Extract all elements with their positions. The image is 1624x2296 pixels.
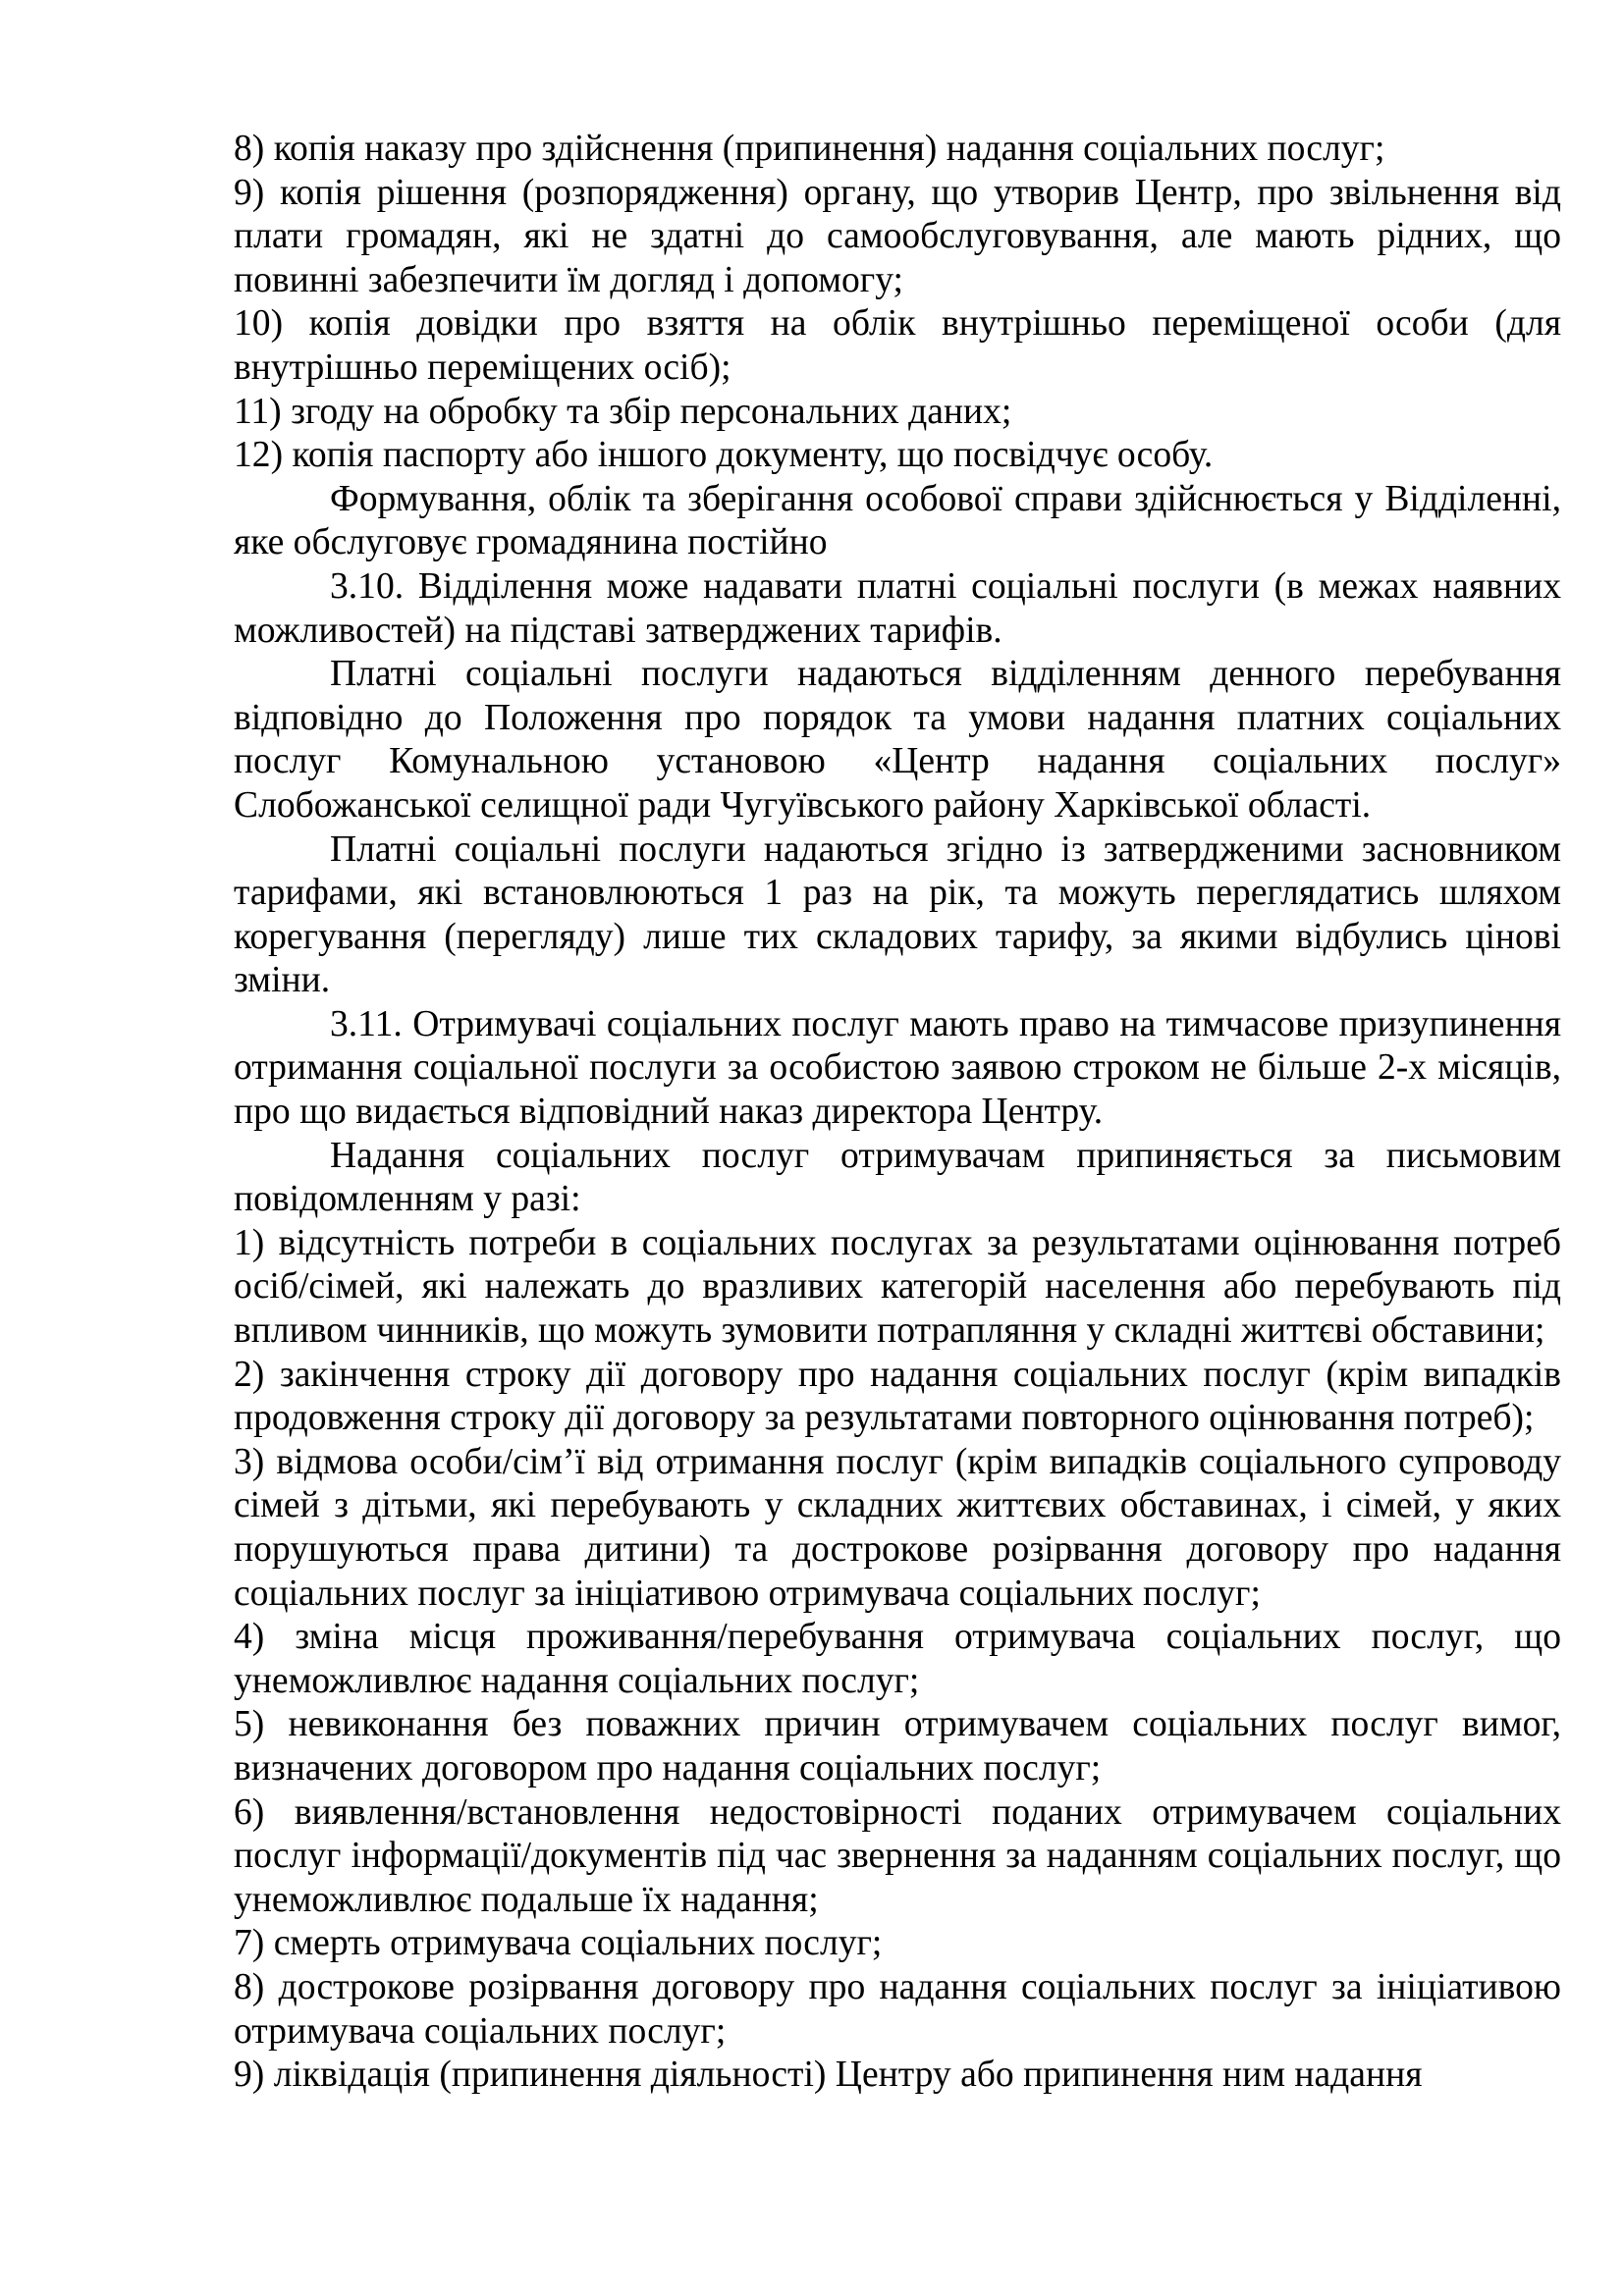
- paragraph-termination-item-5: 5) невиконання без поважних причин отримувачем соціальних послуг вимог, визначених договором про надання соціальних послуг;: [234, 1704, 1561, 1789]
- paragraph-termination-item-2: 2) закінчення строку дії договору про надання соціальних послуг (крім випадків продовження строку дії договору за результатами повторного оцінювання потреб);: [234, 1354, 1561, 1439]
- paragraph-paid-services-tariffs: Платні соціальні послуги надаються згідно із затвердженими засновником тарифами, які встановлюються 1 раз на рік, та можуть переглядатись шляхом корегування (перегляду) лише тих складових тарифу, за якими відбулись цінові зміни.: [234, 828, 1561, 1001]
- paragraph-termination-item-9: 9) ліквідація (припинення діяльності) Центру або припинення ним надання: [234, 2055, 1423, 2096]
- paragraph-section-3-10: 3.10. Відділення може надавати платні соціальні послуги (в межах наявних можливостей) на підставі затверджених тарифів.: [234, 565, 1561, 651]
- paragraph-personal-file: Формування, облік та зберігання особової справи здійснюється у Відділенні, яке обслуговує громадянина постійно: [234, 478, 1561, 563]
- paragraph-termination-item-6: 6) виявлення/встановлення недостовірності поданих отримувачем соціальних послуг інформації/документів під час звернення за наданням соціальних послуг, що унеможливлює подальше їх надання;: [234, 1791, 1561, 1920]
- paragraph-paid-services-provision: Платні соціальні послуги надаються відділенням денного перебування відповідно до Положення про порядок та умови надання платних соціальних послуг Комунальною установою «Центр надання соціальних послуг» Слобожанської селищної ради Чугуївського району Харківської області.: [234, 654, 1561, 826]
- paragraph-termination-item-4: 4) зміна місця проживання/перебування отримувача соціальних послуг, що унеможливлює надання соціальних послуг;: [234, 1617, 1561, 1701]
- paragraph-item-11-personal-data-consent: 11) згоду на обробку та збір персональних даних;: [234, 391, 1012, 432]
- paragraph-item-10-idp-certificate: 10) копія довідки про взяття на облік внутрішньо переміщеної особи (для внутрішньо переміщених осіб);: [234, 303, 1561, 388]
- paragraph-item-12-passport-copy: 12) копія паспорту або іншого документу, що посвідчує особу.: [234, 435, 1214, 476]
- paragraph-item-8-order-copy: 8) копія наказу про здійснення (припинення) надання соціальних послуг;: [234, 129, 1385, 169]
- paragraph-termination-item-3: 3) відмова особи/сім’ї від отримання послуг (крім випадків соціального супроводу сімей з дітьми, які перебувають у складних життєвих обставинах, і сімей, у яких порушуються права дитини) та дострокове розірвання договору про надання соціальних послуг за ініціативою отримувача соціальних послуг;: [234, 1441, 1561, 1614]
- document-page: [234, 128, 1561, 2098]
- paragraph-termination-item-7: 7) смерть отримувача соціальних послуг;: [234, 1923, 883, 1964]
- paragraph-section-3-11: 3.11. Отримувачі соціальних послуг мають право на тимчасове призупинення отримання соціальної послуги за особистою заявою строком не більше 2-х місяців, про що видається відповідний наказ директора Центру.: [234, 1003, 1561, 1133]
- paragraph-item-9-decision-copy: 9) копія рішення (розпорядження) органу, що утворив Центр, про звільнення від плати громадян, які не здатні до самообслуговування, але мають рідних, що повинні забезпечити їм догляд і допомогу;: [234, 172, 1561, 300]
- paragraph-termination-item-1: 1) відсутність потреби в соціальних послугах за результатами оцінювання потреб осіб/сімей, які належать до вразливих категорій населення або перебувають під впливом чинників, що можуть зумовити потрапляння у складні життєві обставини;: [234, 1222, 1561, 1352]
- paragraph-termination-intro: Надання соціальних послуг отримувачам припиняється за письмовим повідомленням у разі:: [234, 1135, 1561, 1220]
- paragraph-termination-item-8: 8) дострокове розірвання договору про надання соціальних послуг за ініціативою отримувача соціальних послуг;: [234, 1966, 1561, 2052]
